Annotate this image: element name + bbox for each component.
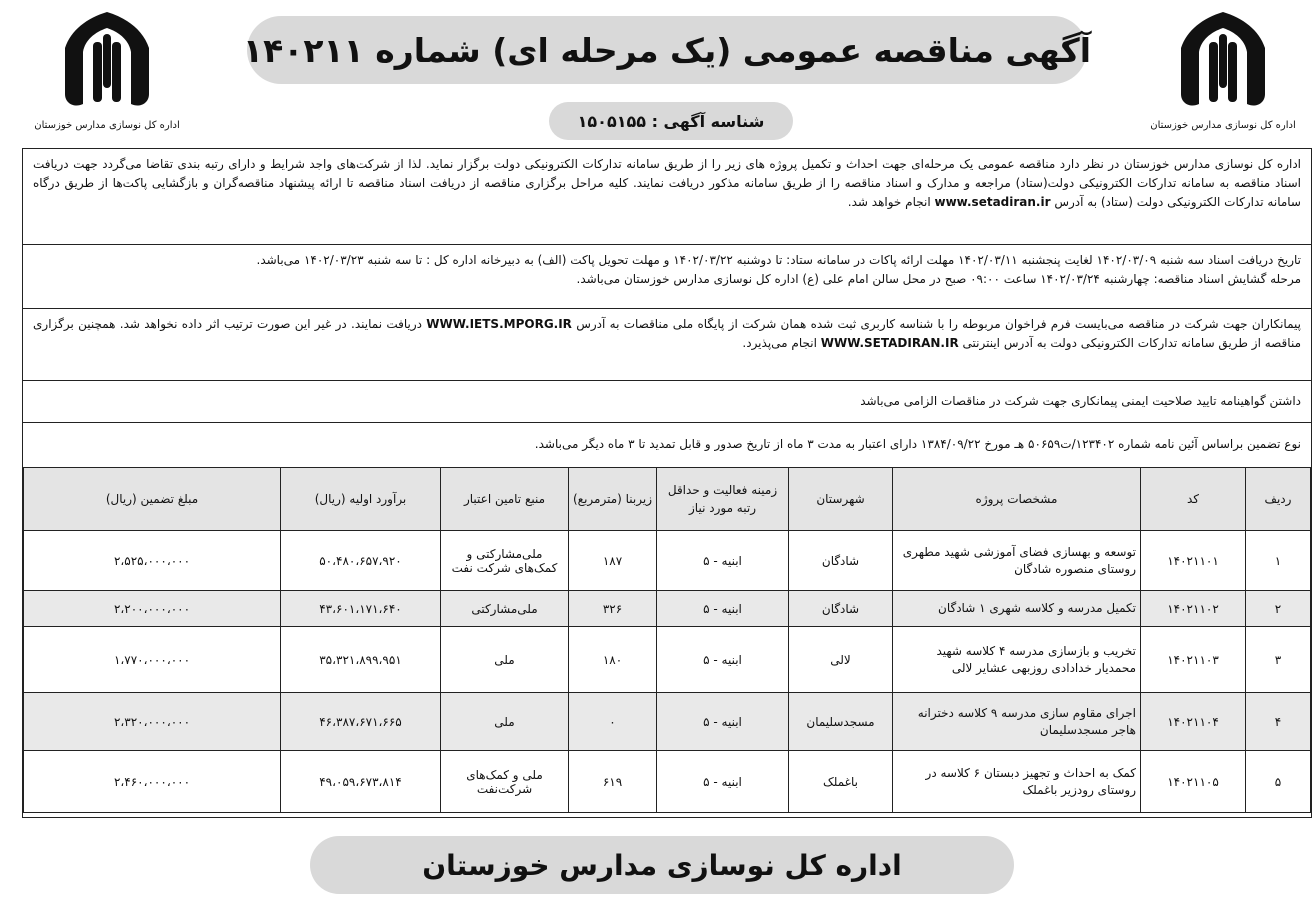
cell-area: ۱۸۷ — [569, 531, 657, 591]
cell-city: باغملک — [789, 751, 893, 813]
safety-text: داشتن گواهینامه تایید صلاحیت ایمنی پیمانکاری جهت شرکت در مناقصات الزامی می‌باشد — [860, 394, 1301, 408]
contractors-paragraph — [33, 315, 1301, 353]
table-row — [24, 751, 1311, 813]
projects-table — [23, 467, 1311, 813]
cell-guarantee: ۲،۵۲۵،۰۰۰،۰۰۰ — [24, 531, 281, 591]
col-header-estimate: برآورد اولیه (ریال) — [281, 468, 441, 531]
cell-city: شادگان — [789, 531, 893, 591]
dates-line-1: تاریخ دریافت اسناد سه شنبه ۱۴۰۲/۰۳/۰۹ لغایت پنجشنبه ۱۴۰۲/۰۳/۱۱ مهلت ارائه پاکات در سامانه ستاد: تا دوشنبه ۱۴۰۲/۰۳/۲۲ و مهلت تحویل پاکت (الف) به دبیرخانه اداره کل : تا سه شنبه ۱۴۰۲/۰۳/۲۳ می‌باشد. — [256, 253, 1301, 267]
cell-guarantee: ۲،۳۲۰،۰۰۰،۰۰۰ — [24, 693, 281, 751]
cell-city: شادگان — [789, 591, 893, 627]
cell-code: ۱۴۰۲۱۱۰۱ — [1141, 531, 1246, 591]
cell-project: توسعه و بهسازی فضای آموزشی شهید مطهری روستای منصوره شادگان — [893, 531, 1141, 591]
cell-estimate: ۳۵،۳۲۱،۸۹۹،۹۵۱ — [281, 627, 441, 693]
page-title: آگهی مناقصه عمومی (یک مرحله ای) شماره ۱۴۰۲۱۱ — [247, 16, 1087, 84]
contractors-text-2: دریافت نمایند. در غیر این صورت ترتیب اثر داده نخواهد شد. همچنین برگزاری مناقصه از طریق سامانه تدارکات الکترونیکی دولت به آدرس اینترنتی — [33, 317, 1301, 350]
cell-activity: ابنیه - ۵ — [657, 693, 789, 751]
col-header-guarantee: مبلغ تضمین (ریال) — [24, 468, 281, 531]
cell-row: ۲ — [1246, 591, 1311, 627]
cell-code: ۱۴۰۲۱۱۰۵ — [1141, 751, 1246, 813]
footer-title: اداره کل نوسازی مدارس خوزستان — [310, 836, 1014, 894]
cell-project: کمک به احداث و تجهیز دبستان ۶ کلاسه در روستای رودزیر باغملک — [893, 751, 1141, 813]
col-header-area: زیربنا (مترمربع) — [569, 468, 657, 531]
cell-activity: ابنیه - ۵ — [657, 627, 789, 693]
intro-url-link[interactable]: www.setadiran.ir — [934, 195, 1051, 209]
cell-project: اجرای مقاوم سازی مدرسه ۹ کلاسه دخترانه هاجر مسجدسلیمان — [893, 693, 1141, 751]
contractors-text: پیمانکاران جهت شرکت در مناقصه می‌بایست فرم فراخوان مربوطه را با شناسه کاربری ثبت شده همان شرکت از پایگاه ملی مناقصات به آدرس — [576, 317, 1301, 331]
cell-estimate: ۴۶،۳۸۷،۶۷۱،۶۶۵ — [281, 693, 441, 751]
cell-activity: ابنیه - ۵ — [657, 751, 789, 813]
cell-row: ۴ — [1246, 693, 1311, 751]
cell-estimate: ۴۹،۰۵۹،۶۷۳،۸۱۴ — [281, 751, 441, 813]
col-header-row: ردیف — [1246, 468, 1311, 531]
setadiran-url-link[interactable]: WWW.SETADIRAN.IR — [820, 336, 959, 350]
table-row — [24, 531, 1311, 591]
dates-section — [23, 245, 1311, 309]
cell-guarantee: ۲،۲۰۰،۰۰۰،۰۰۰ — [24, 591, 281, 627]
col-header-code: کد — [1141, 468, 1246, 531]
organization-emblem-icon — [1173, 8, 1273, 112]
cell-project: تخریب و بازسازی مدرسه ۴ کلاسه شهید محمدیار خدادادی روزبهی عشایر لالی — [893, 627, 1141, 693]
safety-section — [23, 381, 1311, 423]
table-row — [24, 627, 1311, 693]
cell-funding: ملی و کمک‌های شرکت‌نفت — [441, 751, 569, 813]
cell-area: ۰ — [569, 693, 657, 751]
cell-code: ۱۴۰۲۱۱۰۴ — [1141, 693, 1246, 751]
dates-line-2: مرحله گشایش اسناد مناقصه: چهارشنبه ۱۴۰۲/۰۳/۲۴ ساعت ۰۹:۰۰ صبح در محل سالن امام علی (ع) اداره کل نوسازی مدارس خوزستان می‌باشد. — [576, 272, 1301, 286]
cell-row: ۳ — [1246, 627, 1311, 693]
col-header-funding: منبع تامین اعتبار — [441, 468, 569, 531]
intro-text: اداره کل نوسازی مدارس خوزستان در نظر دارد مناقصه عمومی یک مرحله‌ای جهت احداث و تکمیل پروژه های زیر را از طریق سامانه تدارکات الکترونیکی دولت برگزار نماید. لذا از شرکت‌های واجد شرایط و دارای رتبه بندی تقاضا می‌گردد جهت دریافت اسناد مناقصه به سامانه تدارکات الکترونیکی دولت(ستاد) مراجعه و مدارک و اسناد مناقصه را از طریق سامانه مذکور دریافت نمایند. کلیه مراحل برگزاری مناقصه از دریافت اسناد مناقصه تا ارائه پیشنهاد مناقصه‌گران و بازگشایی پاکت‌ها از طریق درگاه سامانه تدارکات الکترونیکی دولت (ستاد) به آدرس — [33, 157, 1301, 209]
logo-caption-right: اداره کل نوسازی مدارس خوزستان — [1150, 120, 1296, 131]
iets-url-link[interactable]: WWW.IETS.MPORG.IR — [426, 317, 572, 331]
table-row — [24, 693, 1311, 751]
cell-row: ۵ — [1246, 751, 1311, 813]
cell-code: ۱۴۰۲۱۱۰۳ — [1141, 627, 1246, 693]
logo-left — [32, 8, 182, 131]
contractors-section — [23, 309, 1311, 381]
cell-funding: ملی‌مشارکتی — [441, 591, 569, 627]
cell-area: ۳۲۶ — [569, 591, 657, 627]
col-header-project: مشخصات پروژه — [893, 468, 1141, 531]
cell-area: ۱۸۰ — [569, 627, 657, 693]
cell-activity: ابنیه - ۵ — [657, 591, 789, 627]
logo-right — [1148, 8, 1298, 131]
cell-funding: ملی — [441, 627, 569, 693]
cell-code: ۱۴۰۲۱۱۰۲ — [1141, 591, 1246, 627]
cell-funding: ملی — [441, 693, 569, 751]
announcement-frame — [22, 148, 1312, 818]
intro-text-end: انجام خواهد شد. — [847, 195, 931, 209]
cell-estimate: ۴۳،۶۰۱،۱۷۱،۶۴۰ — [281, 591, 441, 627]
contractors-text-end: انجام می‌پذیرد. — [742, 336, 817, 350]
cell-activity: ابنیه - ۵ — [657, 531, 789, 591]
organization-emblem-icon — [57, 8, 157, 112]
table-row — [24, 591, 1311, 627]
cell-row: ۱ — [1246, 531, 1311, 591]
ad-id-badge: شناسه آگهی : ۱۵۰۵۱۵۵ — [549, 102, 793, 140]
table-header-row — [24, 468, 1311, 531]
cell-guarantee: ۱،۷۷۰،۰۰۰،۰۰۰ — [24, 627, 281, 693]
cell-guarantee: ۲،۴۶۰،۰۰۰،۰۰۰ — [24, 751, 281, 813]
guarantee-section — [23, 423, 1311, 467]
cell-city: لالی — [789, 627, 893, 693]
cell-funding: ملی‌مشارکتی و کمک‌های شرکت نفت — [441, 531, 569, 591]
cell-area: ۶۱۹ — [569, 751, 657, 813]
guarantee-text: نوع تضمین براساس آئین نامه شماره ۱۲۳۴۰۲/ت۵۰۶۵۹ هـ مورخ ۱۳۸۴/۰۹/۲۲ دارای اعتبار به مدت ۳ ماه از تاریخ صدور و قابل تمدید تا ۳ ماه دیگر می‌باشد. — [534, 437, 1301, 451]
cell-city: مسجدسلیمان — [789, 693, 893, 751]
cell-estimate: ۵۰،۴۸۰،۶۵۷،۹۲۰ — [281, 531, 441, 591]
cell-project: تکمیل مدرسه و کلاسه شهری ۱ شادگان — [893, 591, 1141, 627]
logo-caption-left: اداره کل نوسازی مدارس خوزستان — [34, 120, 180, 131]
col-header-activity: زمینه فعالیت و حداقل رتبه مورد نیاز — [657, 468, 789, 531]
intro-paragraph — [33, 155, 1301, 212]
intro-section — [23, 149, 1311, 245]
col-header-city: شهرستان — [789, 468, 893, 531]
